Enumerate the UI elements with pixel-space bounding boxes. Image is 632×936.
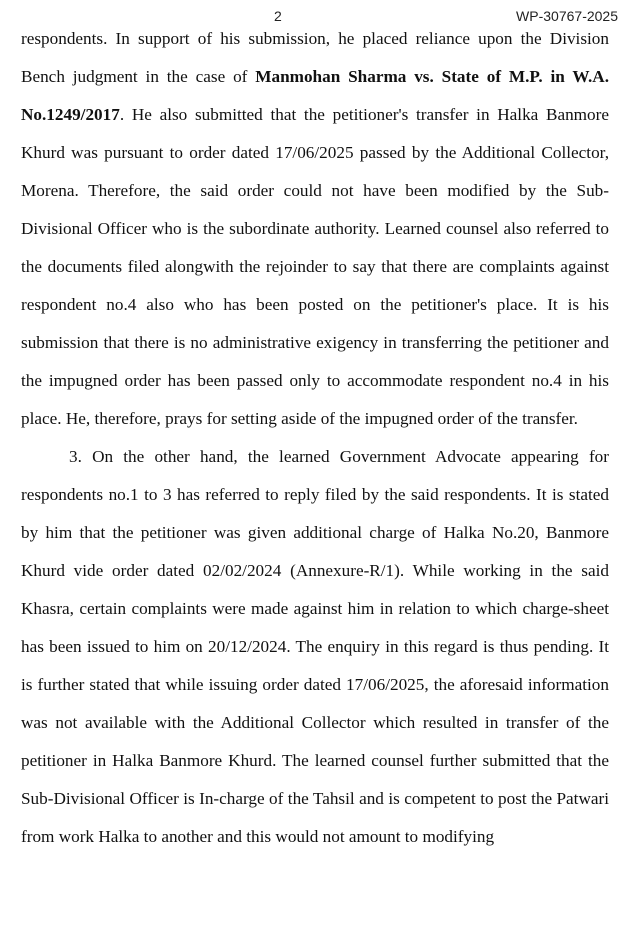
page-number: 2 [274,8,282,24]
document-body [21,20,609,856]
paragraph-3: 3. On the other hand, the learned Government Advocate appearing for respondents no.1 to 3 has referred to reply filed by the said respondents. It is stated by him that the petitioner was given additional charge of Halka No.20, Banmore Khurd vide order dated 02/02/2024 (Annexure-R/1). While working in the said Khasra, certain complaints were made against him in relation to which charge-sheet has been issued to him on 20/12/2024. The enquiry in this regard is thus pending. It is further stated that while issuing order dated 17/06/2025, the aforesaid information was not available with the Additional Collector which resulted in transfer of the petitioner in Halka Banmore Khurd. The learned counsel further submitted that the Sub-Divisional Officer is In-charge of the Tahsil and is competent to post the Patwari from work Halka to another and this would not amount to modifying [21,447,609,846]
case-number: WP-30767-2025 [516,8,618,24]
paragraph-2-continued [21,20,609,438]
cited-judgment: Manmohan Sharma vs. State of M.P. in W.A. No.1249/2017 [21,67,610,124]
paragraph-text: . He also submitted that the petitioner's transfer in Halka Banmore Khurd was pursuant to order dated 17/06/2025 passed by the Additional Collector, Morena. Therefore, the said order could not have been modified by the Sub-Divisional Officer who is the subordinate authority. Learned counsel also referred to the documents filed alongwith the rejoinder to say that there are complaints against respondent no.4 also who has been posted on the petitioner's place. It is his submission that there is no administrative exigency in transferring the petitioner and the impugned order has been passed only to accommodate respondent no.4 in his place. He, therefore, prays for setting aside of the impugned order of the transfer. [21,105,609,428]
paragraph-text: respondents. In support of his submission, he placed reliance upon the Division Bench judgment in the case of [21,29,609,86]
